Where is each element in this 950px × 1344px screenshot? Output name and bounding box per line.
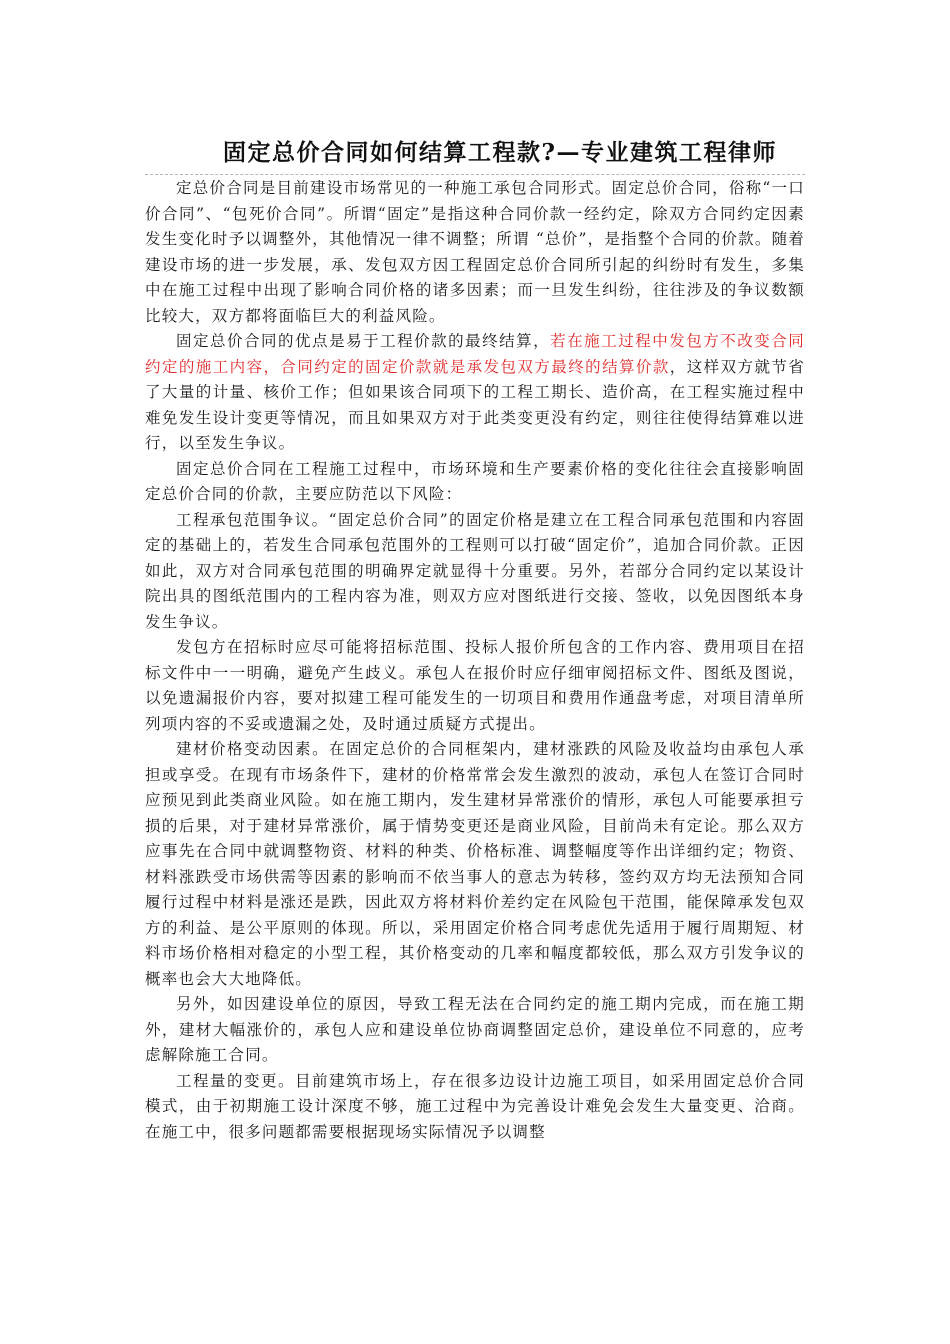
title-divider xyxy=(145,174,805,175)
paragraph-delay: 另外，如因建设单位的原因，导致工程无法在合同约定的施工期内完成，而在施工期外，建材大幅涨价的，承包人应和建设单位协商调整固定总价，建设单位不同意的，应考虑解除施工合同。 xyxy=(145,995,805,1064)
paragraph-text: 固定总价合同的优点是易于工程价款的最终结算， xyxy=(176,332,551,350)
paragraph-scope-dispute: 工程承包范围争议。“固定总价合同”的固定价格是建立在工程合同承包范围和内容固定的基础上的，若发生合同承包范围外的工程则可以打破“固定价”，追加合同价款。正因如此，双方对合同承包范围的明确界定就显得十分重要。另外，若部分合同约定以某设计院出具的图纸范围内的工程内容为准，则双方应对图纸进行交接、签收，以免因图纸本身发生争议。 xyxy=(145,510,805,631)
paragraph-intro: 定总价合同是目前建设市场常见的一种施工承包合同形式。固定总价合同，俗称“一口价合同”、“包死价合同”。所谓“固定”是指这种合同价款一经约定，除双方合同约定因素发生变化时予以调整外，其他情况一律不调整；所谓 “总价”，是指整个合同的价款。随着建设市场的进一步发展，承、发包双方因工程固定总价合同所引起的纠纷时有发生，多集中在施工过程中出现了影响合同价格的诸多因素；而一旦发生纠纷，往往涉及的争议数额比较大，双方都将面临巨大的利益风险。 xyxy=(145,179,805,325)
highlighted-text: 若在施工过程中发包方不改变合同约定的施工内容，合同约定的固定价款就是承发包双方最终的结算价款 xyxy=(145,332,805,376)
document-body xyxy=(145,176,805,1145)
paragraph-risks: 固定总价合同在工程施工过程中，市场环境和生产要素价格的变化往往会直接影响固定总价合同的价款，主要应防范以下风险： xyxy=(145,459,805,503)
paragraph-quantity-change: 工程量的变更。目前建筑市场上，存在很多边设计边施工项目，如采用固定总价合同模式，由于初期施工设计深度不够，施工过程中为完善设计难免会发生大量变更、洽商。在施工中，很多问题都需要根据现场实际情况予以调整 xyxy=(145,1071,805,1141)
paragraph-tender: 发包方在招标时应尽可能将招标范围、投标人报价所包含的工作内容、费用项目在招标文件中一一明确，避免产生歧义。承包人在报价时应仔细审阅招标文件、图纸及图说，以免遗漏报价内容，要对拟建工程可能发生的一切项目和费用作通盘考虑，对项目清单所列项内容的不妥或遗漏之处，及时通过质疑方式提出。 xyxy=(145,638,805,733)
paragraph-text: ，这样双方就节省了大量的计量、核价工作；但如果该合同项下的工程工期长、造价高，在工程实施过程中难免发生设计变更等情况，而且如果双方对于此类变更没有约定，则往往使得结算难以进行，以至发生争议。 xyxy=(145,357,805,452)
paragraph-advantages xyxy=(145,329,805,457)
paragraph-material-price: 建材价格变动因素。在固定总价的合同框架内，建材涨跌的风险及收益均由承包人承担或享受。在现有市场条件下，建材的价格常常会发生激烈的波动，承包人在签订合同时应预见到此类商业风险。如在施工期内，发生建材异常涨价的情形，承包人可能要承担亏损的后果，对于建材异常涨价，属于情势变更还是商业风险，目前尚未有定论。那么双方应事先在合同中就调整物资、材料的种类、价格标准、调整幅度等作出详细约定；物资、材料涨跌受市场供需等因素的影响而不依当事人的意志为转移，签约双方均无法预知合同履行过程中材料是涨还是跌，因此双方将材料价差约定在风险包干范围，能保障承发包双方的利益、是公平原则的体现。所以，采用固定价格合同考虑优先适用于履行周期短、材料市场价格相对稳定的小型工程，其价格变动的几率和幅度都较低，那么双方引发争议的概率也会大大地降低。 xyxy=(145,740,805,988)
document-title: 固定总价合同如何结算工程款?—专业建筑工程律师 xyxy=(223,139,777,166)
